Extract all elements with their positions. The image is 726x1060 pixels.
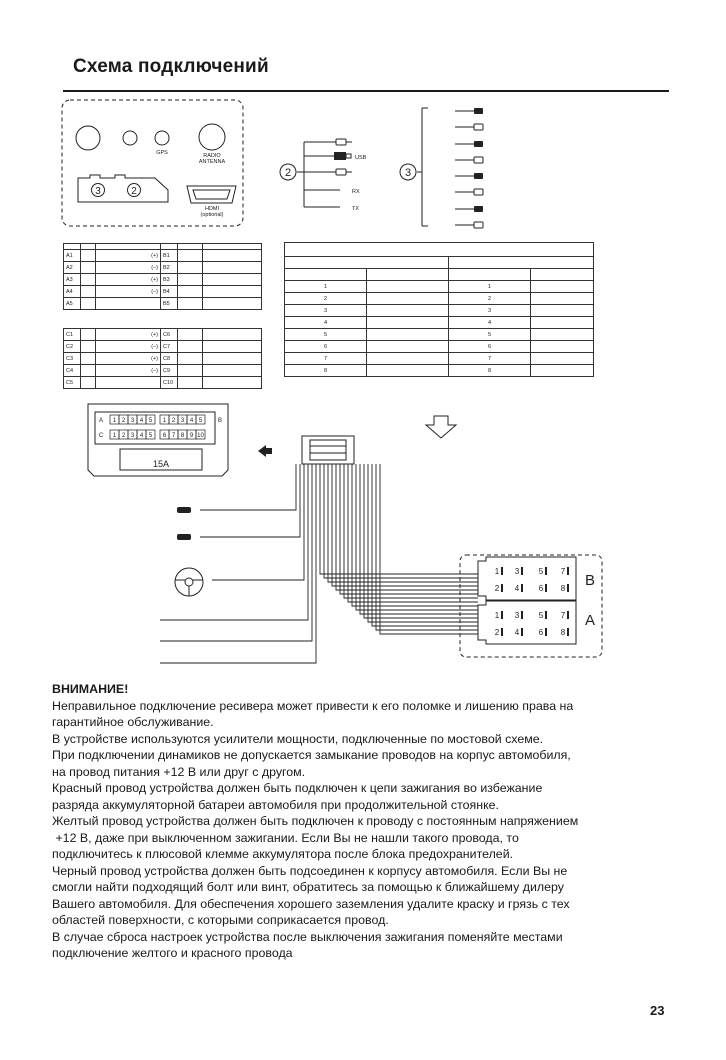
harness-2-plug-1 xyxy=(336,139,346,145)
warning-line: на провод питания +12 В или друг с другом. xyxy=(52,764,306,779)
antenna-plugs xyxy=(177,507,191,540)
warning-line: Черный провод устройства должен быть подсоединен к корпусу автомобиля. Если Вы не xyxy=(52,863,568,878)
usb-label: USB xyxy=(355,155,367,161)
table-row xyxy=(64,377,262,389)
iso-cell: 5 xyxy=(449,329,531,341)
iso-block-a-label: A xyxy=(584,612,596,629)
pin-b5: 5 xyxy=(198,418,203,424)
pin-a2: 2 xyxy=(121,418,126,424)
left-arrow-icon xyxy=(258,445,272,457)
iso-block-b-label: B xyxy=(584,572,596,589)
pin-a4: 4 xyxy=(139,418,144,424)
polarity-cell xyxy=(96,377,161,389)
warning-line: Красный провод устройства должен быть подключен к цепи зажигания во избежание xyxy=(52,781,543,795)
pin-c3: 3 xyxy=(130,433,135,439)
iso-cell: 1 xyxy=(449,281,531,293)
pin-cell: C5 xyxy=(64,377,81,389)
pin-cell: C3 xyxy=(64,353,81,365)
iso-a-pin-6: 6 xyxy=(538,628,544,637)
iso-a-pin-2: 2 xyxy=(494,628,500,637)
antenna-label: ANTENNA xyxy=(198,159,226,165)
iso-cell: 2 xyxy=(449,293,531,305)
table-row xyxy=(285,317,594,329)
iso-b-pin-3: 3 xyxy=(514,567,520,576)
pin-cell: C1 xyxy=(64,329,81,341)
pin-b1: 1 xyxy=(162,418,167,424)
hdmi-label: HDMI xyxy=(204,206,220,212)
rca-plug-8 xyxy=(474,222,483,228)
pin-cell: C7 xyxy=(161,341,178,353)
usb-plug xyxy=(334,152,346,160)
polarity-cell xyxy=(96,298,161,310)
table-row xyxy=(285,305,594,317)
pin-cell: C8 xyxy=(161,353,178,365)
iso-cell: 4 xyxy=(449,317,531,329)
iso-block-a xyxy=(478,601,576,644)
table-row xyxy=(64,298,262,310)
table-row xyxy=(64,329,262,341)
iso-a-pin-4: 4 xyxy=(514,628,520,637)
table-row xyxy=(64,341,262,353)
iso-cell: 1 xyxy=(285,281,367,293)
row-c-label: C xyxy=(98,433,104,439)
pin-c5: 5 xyxy=(148,433,153,439)
pin-cell: C10 xyxy=(161,377,178,389)
iso-b-pin-6: 6 xyxy=(538,584,544,593)
polarity-cell: (+) xyxy=(96,353,161,365)
down-arrow-icon xyxy=(426,416,456,438)
pin-a1: 1 xyxy=(112,418,117,424)
table-row xyxy=(64,286,262,298)
pin-c8: 8 xyxy=(180,433,185,439)
table-row xyxy=(64,353,262,365)
pin-table-a-b xyxy=(63,243,262,310)
iso-a-pin-5: 5 xyxy=(538,611,544,620)
harness-2-text: 2 xyxy=(284,167,292,179)
pin-a5: 5 xyxy=(148,418,153,424)
aux-port-small xyxy=(123,131,137,145)
table-row xyxy=(285,353,594,365)
pin-c9: 9 xyxy=(189,433,194,439)
pin-table-c xyxy=(63,328,262,389)
warning-line: смогли найти подходящий болт или винт, обратитесь за помощью к ближайшему дилеру xyxy=(52,880,564,894)
warning-line: При подключении динамиков не допускается замыкание проводов на корпус автомобиля, xyxy=(52,748,571,762)
pin-a3: 3 xyxy=(130,418,135,424)
row-a-label: A xyxy=(98,418,104,424)
iso-b-pin-1: 1 xyxy=(494,567,500,576)
iso-cell: 7 xyxy=(285,353,367,365)
table-row xyxy=(64,250,262,262)
rca-plug-4 xyxy=(474,157,483,163)
socket-3-text: 3 xyxy=(95,186,101,197)
iso-cell: 3 xyxy=(285,305,367,317)
polarity-cell: (+) xyxy=(96,329,161,341)
pin-cell: B2 xyxy=(161,262,178,274)
polarity-cell: (+) xyxy=(96,274,161,286)
pin-c6: 6 xyxy=(162,433,167,439)
iso-cell: 6 xyxy=(285,341,367,353)
iso-a-pin-3: 3 xyxy=(514,611,520,620)
pin-cell: B5 xyxy=(161,298,178,310)
harness-2-plug-3 xyxy=(336,169,346,175)
warning-line: разряда аккумуляторной батареи автомобиля при продолжительной стоянке. xyxy=(52,797,499,812)
iso-cell: 7 xyxy=(449,353,531,365)
iso-pin-table xyxy=(284,242,594,377)
rx-label: RX xyxy=(352,189,360,195)
aux-port-large xyxy=(76,126,100,150)
warning-line: областей поверхности, с которыми соприкасается провод. xyxy=(52,913,389,927)
warning-block xyxy=(52,681,677,962)
pin-cell: C9 xyxy=(161,365,178,377)
rca-plug-2 xyxy=(474,124,483,130)
pin-b4: 4 xyxy=(189,418,194,424)
table-row xyxy=(285,365,594,377)
pin-c4: 4 xyxy=(139,433,144,439)
hdmi-optional-label: (optional) xyxy=(200,212,224,218)
polarity-cell: (–) xyxy=(96,262,161,274)
iso-a-pin-8: 8 xyxy=(560,628,566,637)
table-row xyxy=(285,341,594,353)
gps-port xyxy=(155,131,169,145)
polarity-cell: (+) xyxy=(96,250,161,262)
pin-cell: C2 xyxy=(64,341,81,353)
page-title: Схема подключений xyxy=(73,56,269,77)
rca-plug-5 xyxy=(474,173,483,179)
iso-connector-outline xyxy=(460,555,602,657)
harness-wires xyxy=(160,464,478,663)
table-row xyxy=(285,293,594,305)
rca-plug-7 xyxy=(474,206,483,212)
warning-line: Желтый провод устройства должен быть подключен к проводу с постоянным напряжением xyxy=(52,814,579,828)
table-row xyxy=(64,262,262,274)
pin-c7: 7 xyxy=(171,433,176,439)
iso-b-pin-7: 7 xyxy=(560,567,566,576)
pin-cell: A2 xyxy=(64,262,81,274)
pin-cell: C4 xyxy=(64,365,81,377)
warning-line: +12 В, даже при выключенном зажигании. Если Вы не нашли такого провода, то xyxy=(52,830,519,845)
table-row xyxy=(64,274,262,286)
warning-line: подключитесь к плюсовой клемме аккумулятора после блока предохранителей. xyxy=(52,847,514,861)
iso-cell: 6 xyxy=(449,341,531,353)
pin-c10: 10 xyxy=(197,433,204,439)
warning-line: подключение желтого и красного провода xyxy=(52,946,293,960)
radio-label: RADIO xyxy=(203,153,221,159)
table-row xyxy=(285,329,594,341)
tx-label: TX xyxy=(352,206,360,212)
iso-cell: 4 xyxy=(285,317,367,329)
warning-line: Вашего автомобиля. Для обеспечения хорошего заземления удалите краску и грязь с тех xyxy=(52,896,570,911)
iso-cell: 8 xyxy=(449,365,531,377)
iso-b-pin-5: 5 xyxy=(538,567,544,576)
iso-a-pin-1: 1 xyxy=(494,611,500,620)
table-row xyxy=(285,281,594,293)
iso-cell: 2 xyxy=(285,293,367,305)
row-b-label: B xyxy=(217,418,223,424)
rca-plug-3 xyxy=(474,141,483,147)
iso-b-pin-2: 2 xyxy=(494,584,500,593)
warning-line: В случае сброса настроек устройства после выключения зажигания поменяйте местами xyxy=(52,929,563,944)
warning-line: гарантийное обслуживание. xyxy=(52,715,214,729)
pin-cell: A4 xyxy=(64,286,81,298)
pin-cell: A3 xyxy=(64,274,81,286)
iso-b-pin-8: 8 xyxy=(560,584,566,593)
iso-b-pin-4: 4 xyxy=(514,584,520,593)
iso-cell: 8 xyxy=(285,365,367,377)
harness-3-text: 3 xyxy=(404,167,412,179)
pin-cell: B1 xyxy=(161,250,178,262)
pin-cell: B4 xyxy=(161,286,178,298)
polarity-cell: (–) xyxy=(96,286,161,298)
iso-cell: 5 xyxy=(285,329,367,341)
fuse-label: 15A xyxy=(152,459,170,469)
pin-c1: 1 xyxy=(112,433,117,439)
rca-plug-1 xyxy=(474,108,483,114)
socket-2-text: 2 xyxy=(131,186,137,197)
pin-b3: 3 xyxy=(180,418,185,424)
pin-b2: 2 xyxy=(171,418,176,424)
page-number: 23 xyxy=(650,1003,665,1018)
pin-c2: 2 xyxy=(121,433,126,439)
iso-a-pin-7: 7 xyxy=(560,611,566,620)
polarity-cell: (–) xyxy=(96,365,161,377)
pin-cell: A1 xyxy=(64,250,81,262)
iso-block-b xyxy=(478,557,576,600)
gps-label: GPS xyxy=(156,150,168,156)
warning-line: В устройстве используются усилители мощности, подключенные по мостовой схеме. xyxy=(52,731,544,746)
radio-antenna-port xyxy=(199,124,225,150)
table-row xyxy=(64,365,262,377)
warning-heading: ВНИМАНИЕ! xyxy=(52,682,129,696)
iso-cell: 3 xyxy=(449,305,531,317)
warning-line: Неправильное подключение ресивера может привести к его поломке и лишению права на xyxy=(52,698,574,713)
pin-cell: A5 xyxy=(64,298,81,310)
rca-plug-6 xyxy=(474,189,483,195)
polarity-cell: (–) xyxy=(96,341,161,353)
pin-cell: B3 xyxy=(161,274,178,286)
pin-cell: C6 xyxy=(161,329,178,341)
